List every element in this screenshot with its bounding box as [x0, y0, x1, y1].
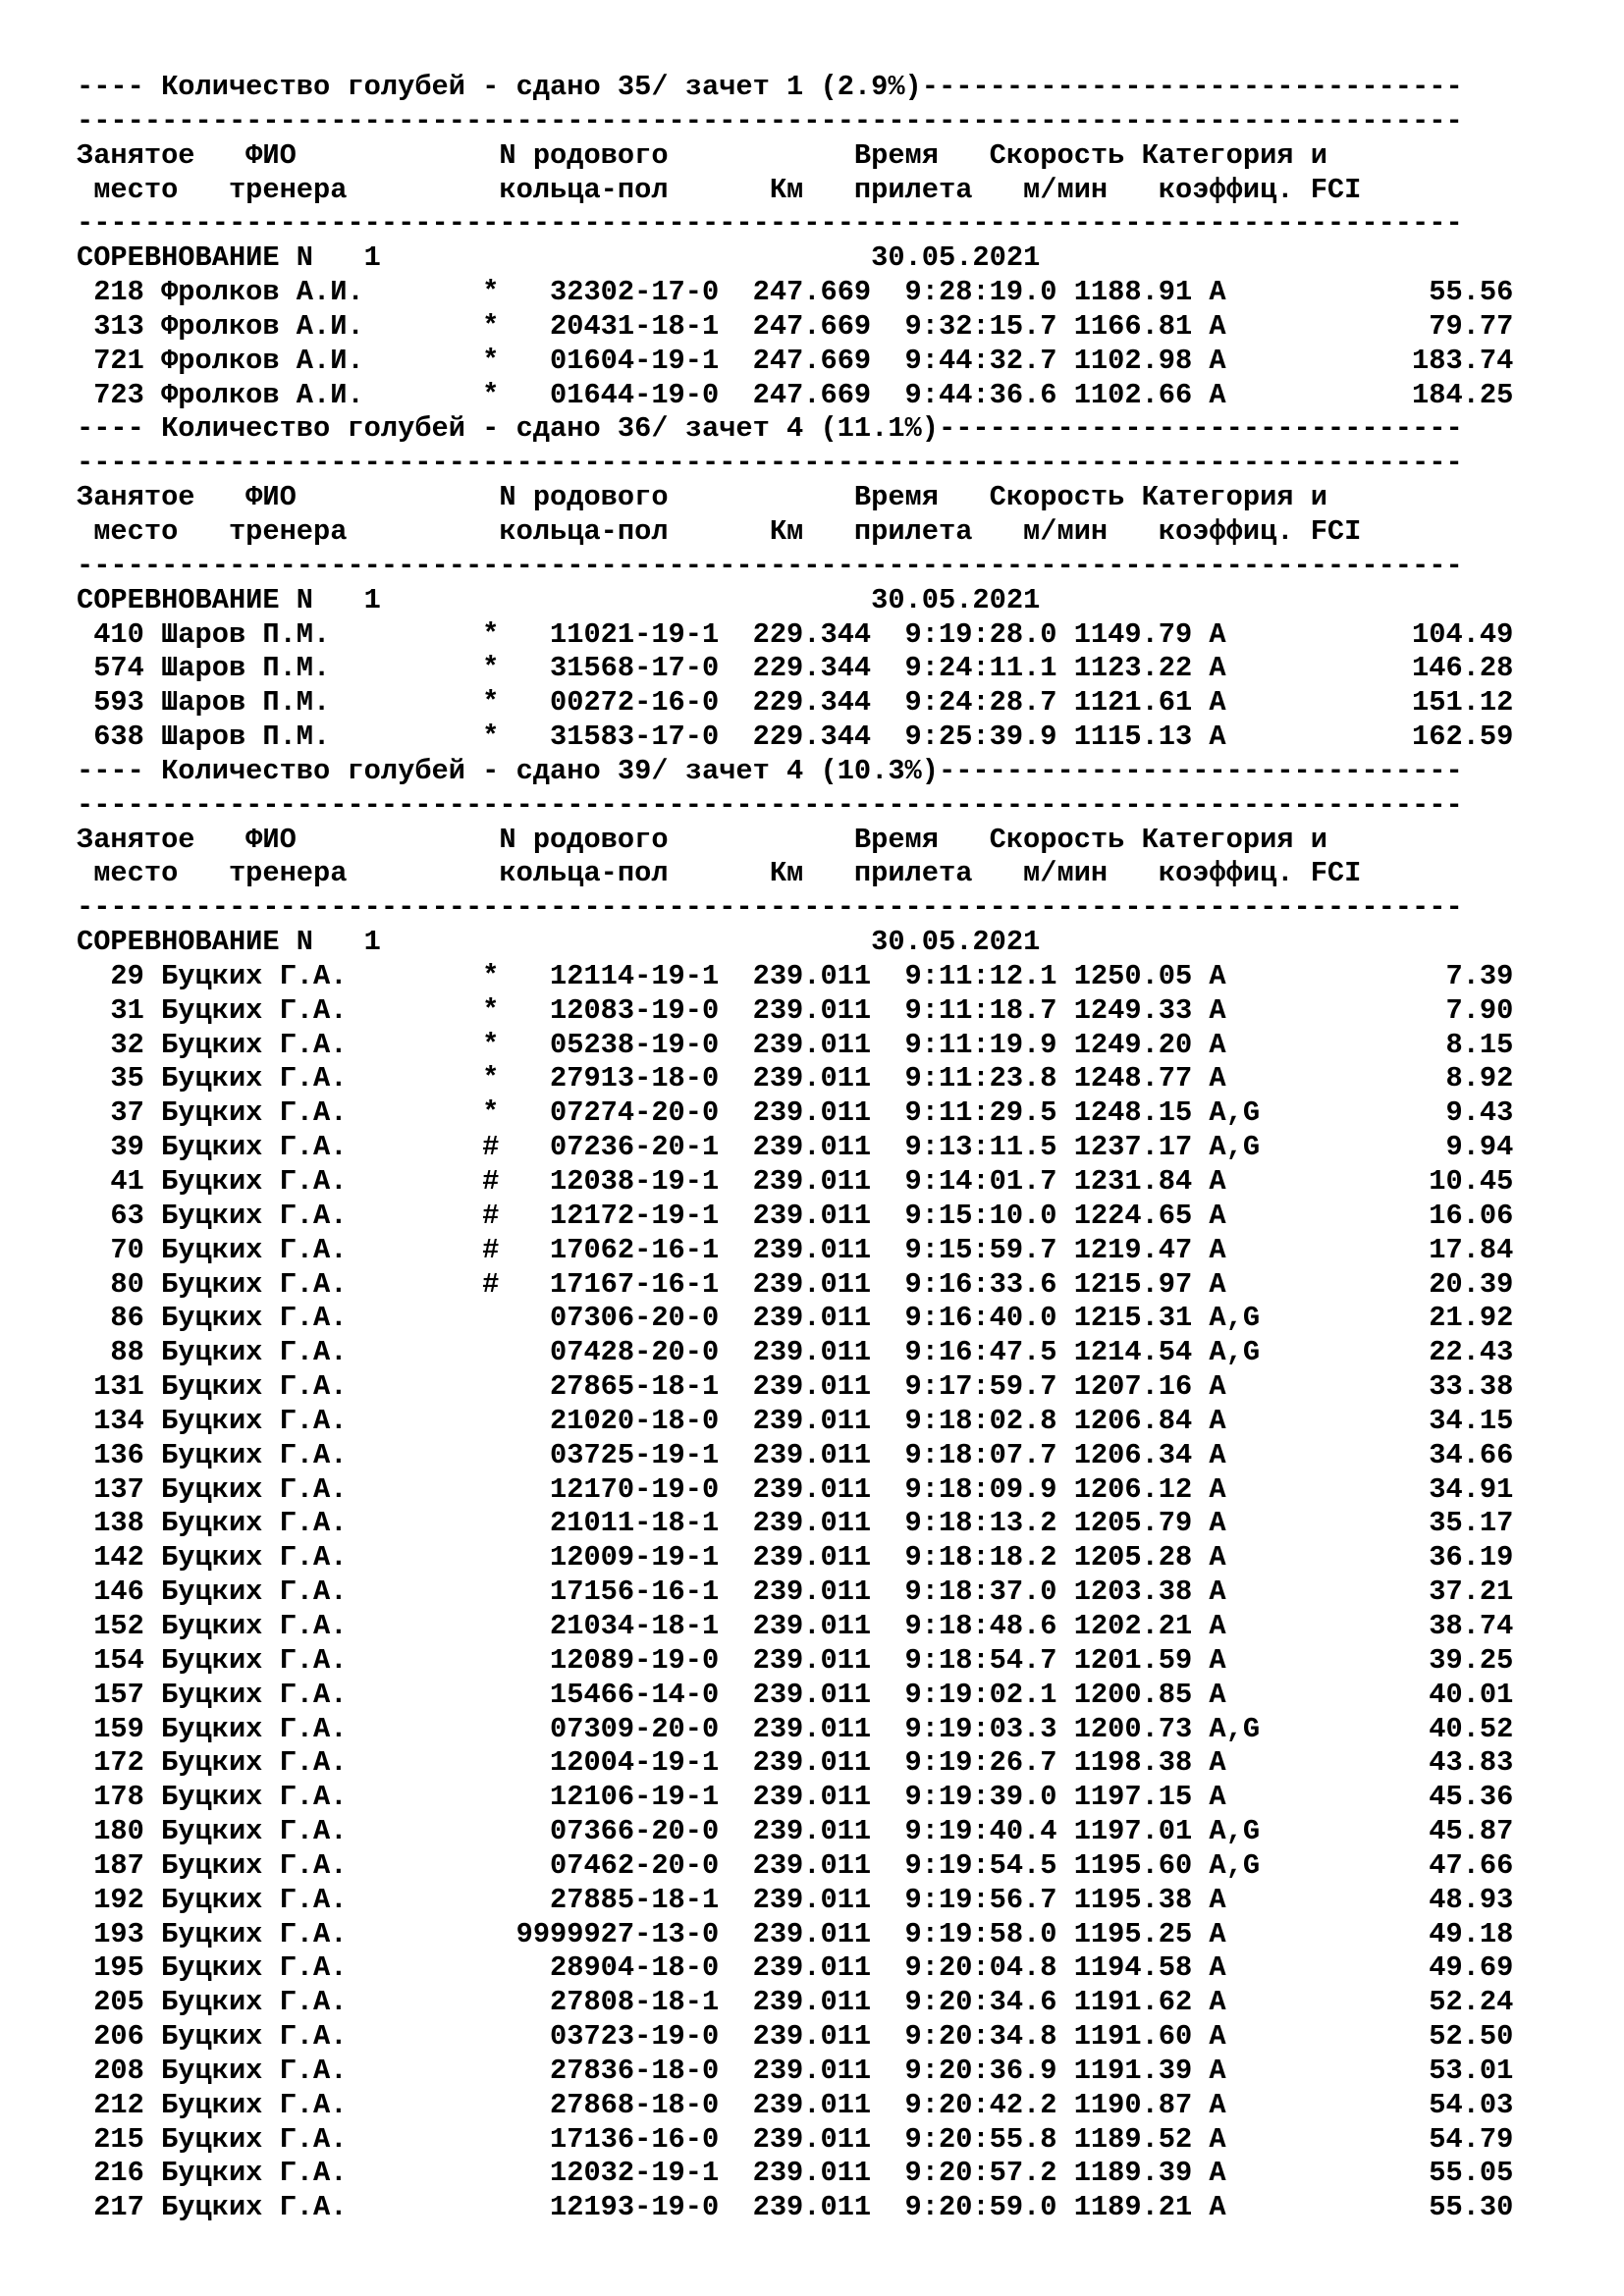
- table-row: 723 Фролков А.И. * 01644-19-0 247.669 9:44:36.6 1102.66 A 184.25: [77, 378, 1514, 411]
- table-row: 154 Буцких Г.А. 12089-19-0 239.011 9:18:54.7 1201.59 A 39.25: [77, 1643, 1514, 1677]
- table-row: 206 Буцких Г.А. 03723-19-0 239.011 9:20:34.8 1191.60 A 52.50: [77, 2020, 1514, 2054]
- column-header: Занятое ФИО N родового Время Скорость Категория и: [77, 138, 1327, 172]
- table-row: 208 Буцких Г.А. 27836-18-0 239.011 9:20:36.9 1191.39 A 53.01: [77, 2054, 1514, 2087]
- table-row: 37 Буцких Г.А. * 07274-20-0 239.011 9:11:29.5 1248.15 A,G 9.43: [77, 1096, 1514, 1130]
- results-printout: [77, 71, 1549, 2225]
- table-row: 70 Буцких Г.А. # 17062-16-1 239.011 9:15:59.7 1219.47 A 17.84: [77, 1233, 1514, 1266]
- table-row: 157 Буцких Г.А. 15466-14-0 239.011 9:19:02.1 1200.85 A 40.01: [77, 1678, 1514, 1711]
- competition-date: 30.05.2021: [871, 241, 1041, 275]
- column-header: Занятое ФИО N родового Время Скорость Категория и: [77, 823, 1327, 856]
- column-header: место тренера кольца-пол Км прилета м/мин коэффиц. FCI: [77, 173, 1362, 206]
- table-row: 31 Буцких Г.А. * 12083-19-0 239.011 9:11:18.7 1249.33 A 7.90: [77, 993, 1514, 1027]
- table-row: 152 Буцких Г.А. 21034-18-1 239.011 9:18:48.6 1202.21 A 38.74: [77, 1609, 1514, 1642]
- table-row: 35 Буцких Г.А. * 27913-18-0 239.011 9:11:23.8 1248.77 A 8.92: [77, 1062, 1514, 1095]
- table-row: 63 Буцких Г.А. # 12172-19-1 239.011 9:15:10.0 1224.65 A 16.06: [77, 1199, 1514, 1232]
- group-summary: ---- Количество голубей - сдано 36/ зачет 4 (11.1%)-------------------------------: [77, 412, 1463, 446]
- divider: ----------------------------------------------------------------------------------: [77, 447, 1463, 480]
- table-row: 193 Буцких Г.А. 9999927-13-0 239.011 9:19:58.0 1195.25 A 49.18: [77, 1917, 1514, 1950]
- table-row: 212 Буцких Г.А. 27868-18-0 239.011 9:20:42.2 1190.87 A 54.03: [77, 2088, 1514, 2121]
- table-row: 88 Буцких Г.А. 07428-20-0 239.011 9:16:47.5 1214.54 A,G 22.43: [77, 1336, 1514, 1369]
- table-row: 574 Шаров П.М. * 31568-17-0 229.344 9:24:11.1 1123.22 A 146.28: [77, 652, 1514, 685]
- table-row: 205 Буцких Г.А. 27808-18-1 239.011 9:20:34.6 1191.62 A 52.24: [77, 1986, 1514, 2019]
- table-row: 80 Буцких Г.А. # 17167-16-1 239.011 9:16:33.6 1215.97 A 20.39: [77, 1267, 1514, 1301]
- divider: ----------------------------------------------------------------------------------: [77, 104, 1463, 137]
- table-row: 39 Буцких Г.А. # 07236-20-1 239.011 9:13:11.5 1237.17 A,G 9.94: [77, 1131, 1514, 1164]
- competition-date: 30.05.2021: [871, 926, 1041, 959]
- competition-title: СОРЕВНОВАНИЕ N 1: [77, 241, 872, 275]
- table-row: 638 Шаров П.М. * 31583-17-0 229.344 9:25:39.9 1115.13 A 162.59: [77, 721, 1514, 754]
- table-row: 216 Буцких Г.А. 12032-19-1 239.011 9:20:57.2 1189.39 A 55.05: [77, 2157, 1514, 2190]
- competition-title: СОРЕВНОВАНИЕ N 1: [77, 926, 872, 959]
- table-row: 29 Буцких Г.А. * 12114-19-1 239.011 9:11:12.1 1250.05 A 7.39: [77, 959, 1514, 992]
- table-row: 215 Буцких Г.А. 17136-16-0 239.011 9:20:55.8 1189.52 A 54.79: [77, 2122, 1514, 2156]
- table-row: 41 Буцких Г.А. # 12038-19-1 239.011 9:14:01.7 1231.84 A 10.45: [77, 1165, 1514, 1198]
- divider: ----------------------------------------------------------------------------------: [77, 549, 1463, 582]
- competition-line: [77, 584, 1549, 618]
- table-row: 195 Буцких Г.А. 28904-18-0 239.011 9:20:04.8 1194.58 A 49.69: [77, 1951, 1514, 1985]
- table-row: 217 Буцких Г.А. 12193-19-0 239.011 9:20:59.0 1189.21 A 55.30: [77, 2191, 1514, 2224]
- table-row: 138 Буцких Г.А. 21011-18-1 239.011 9:18:13.2 1205.79 A 35.17: [77, 1507, 1514, 1540]
- column-header: место тренера кольца-пол Км прилета м/мин коэффиц. FCI: [77, 857, 1362, 890]
- group-summary: ---- Количество голубей - сдано 35/ зачет 1 (2.9%)--------------------------------: [77, 71, 1463, 103]
- competition-line: [77, 241, 1549, 276]
- table-row: 142 Буцких Г.А. 12009-19-1 239.011 9:18:18.2 1205.28 A 36.19: [77, 1541, 1514, 1575]
- table-row: 86 Буцких Г.А. 07306-20-0 239.011 9:16:40.0 1215.31 A,G 21.92: [77, 1302, 1514, 1335]
- competition-line: [77, 926, 1549, 960]
- table-row: 131 Буцких Г.А. 27865-18-1 239.011 9:17:59.7 1207.16 A 33.38: [77, 1370, 1514, 1404]
- competition-title: СОРЕВНОВАНИЕ N 1: [77, 583, 872, 616]
- table-row: 218 Фролков А.И. * 32302-17-0 247.669 9:28:19.0 1188.91 A 55.56: [77, 276, 1514, 309]
- table-row: 159 Буцких Г.А. 07309-20-0 239.011 9:19:03.3 1200.73 A,G 40.52: [77, 1712, 1514, 1745]
- table-row: 313 Фролков А.И. * 20431-18-1 247.669 9:32:15.7 1166.81 A 79.77: [77, 309, 1514, 343]
- table-row: 178 Буцких Г.А. 12106-19-1 239.011 9:19:39.0 1197.15 A 45.36: [77, 1781, 1514, 1814]
- table-row: 136 Буцких Г.А. 03725-19-1 239.011 9:18:07.7 1206.34 A 34.66: [77, 1438, 1514, 1471]
- table-row: 180 Буцких Г.А. 07366-20-0 239.011 9:19:40.4 1197.01 A,G 45.87: [77, 1815, 1514, 1848]
- table-row: 134 Буцких Г.А. 21020-18-0 239.011 9:18:02.8 1206.84 A 34.15: [77, 1404, 1514, 1437]
- divider: ----------------------------------------------------------------------------------: [77, 891, 1463, 925]
- divider: ----------------------------------------------------------------------------------: [77, 788, 1463, 822]
- table-row: 187 Буцких Г.А. 07462-20-0 239.011 9:19:54.5 1195.60 A,G 47.66: [77, 1848, 1514, 1882]
- column-header: Занятое ФИО N родового Время Скорость Категория и: [77, 481, 1327, 514]
- table-row: 137 Буцких Г.А. 12170-19-0 239.011 9:18:09.9 1206.12 A 34.91: [77, 1472, 1514, 1506]
- table-row: 593 Шаров П.М. * 00272-16-0 229.344 9:24:28.7 1121.61 A 151.12: [77, 686, 1514, 720]
- group-summary: ---- Количество голубей - сдано 39/ зачет 4 (10.3%)-------------------------------: [77, 754, 1463, 787]
- divider: ----------------------------------------------------------------------------------: [77, 207, 1463, 240]
- competition-date: 30.05.2021: [871, 583, 1041, 616]
- column-header: место тренера кольца-пол Км прилета м/мин коэффиц. FCI: [77, 514, 1362, 548]
- table-row: 146 Буцких Г.А. 17156-16-1 239.011 9:18:37.0 1203.38 A 37.21: [77, 1575, 1514, 1609]
- table-row: 410 Шаров П.М. * 11021-19-1 229.344 9:19:28.0 1149.79 A 104.49: [77, 617, 1514, 651]
- table-row: 721 Фролков А.И. * 01604-19-1 247.669 9:44:32.7 1102.98 A 183.74: [77, 344, 1514, 377]
- table-row: 192 Буцких Г.А. 27885-18-1 239.011 9:19:56.7 1195.38 A 48.93: [77, 1883, 1514, 1916]
- table-row: 172 Буцких Г.А. 12004-19-1 239.011 9:19:26.7 1198.38 A 43.83: [77, 1746, 1514, 1780]
- table-row: 32 Буцких Г.А. * 05238-19-0 239.011 9:11:19.9 1249.20 A 8.15: [77, 1028, 1514, 1061]
